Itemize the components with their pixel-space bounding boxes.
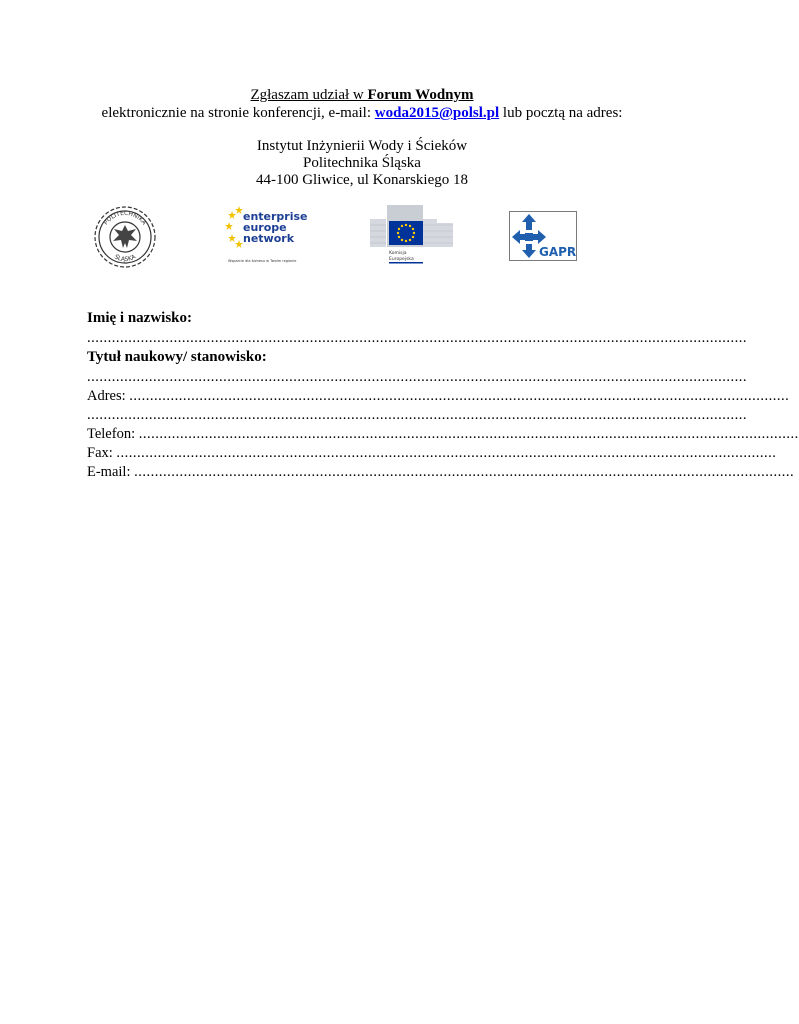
address-university: Politechnika Śląska [303, 155, 421, 171]
address-field[interactable] [87, 387, 790, 405]
european-commission-logo [367, 203, 455, 265]
forum-name: Forum Wodnym [367, 87, 474, 103]
een-word-enterprise: enterprise [243, 210, 308, 223]
name-label: Imię i nazwisko: [87, 310, 192, 326]
een-word-europe: europe [243, 221, 287, 234]
address-institute: Instytut Inżynierii Wody i Ścieków [256, 138, 468, 154]
een-word-network: network [243, 232, 295, 245]
seal-bottom-text: ŚLĄSKA [113, 253, 137, 264]
intro-text: Zgłaszam udział w [250, 87, 368, 103]
phone-input-line[interactable]: ................................................................................................................................................................ [138, 426, 799, 442]
name-input-line[interactable]: ................................................................................................................................................................ [87, 330, 747, 346]
contact-prefix: elektronicznie na stronie konferencji, e-mail: [101, 105, 375, 121]
phone-label: Telefon: [87, 426, 139, 442]
email-link[interactable]: woda2015@polsl.pl [374, 105, 500, 121]
een-tagline: Wsparcie dla biznesu w Twoim regionie [228, 259, 297, 263]
contact-suffix: lub pocztą na adres: [499, 105, 623, 121]
fax-input-line[interactable]: ................................................................................................................................................................ [116, 445, 777, 461]
address-label: Adres: [87, 388, 130, 404]
address-input-line-2[interactable]: ................................................................................................................................................................ [87, 407, 747, 423]
title-input-line[interactable]: ................................................................................................................................................................ [87, 369, 747, 385]
fax-label: Fax: [87, 445, 117, 461]
gapr-word: GAPR [539, 245, 577, 259]
polsl-seal-logo [92, 203, 158, 271]
enterprise-europe-network-logo [225, 202, 308, 266]
fax-field[interactable] [87, 444, 777, 462]
email-input-line[interactable]: ................................................................................................................................................................ [134, 464, 795, 480]
ec-word-europejska: Europejska [389, 257, 414, 262]
seal-top-text: POLITECHNIKA [102, 209, 148, 227]
intro-line [0, 87, 724, 104]
address-input-line[interactable]: ................................................................................................................................................................ [129, 388, 790, 404]
ec-word-komisja: Komisja [389, 251, 407, 256]
title-label: Tytuł naukowy/ stanowisko: [87, 349, 267, 365]
gapr-logo [509, 211, 577, 261]
address-street: 44-100 Gliwice, ul Konarskiego 18 [255, 172, 469, 188]
email-label: E-mail: [87, 464, 135, 480]
email-field[interactable] [87, 463, 795, 481]
phone-field[interactable] [87, 425, 799, 443]
contact-line [0, 105, 724, 122]
